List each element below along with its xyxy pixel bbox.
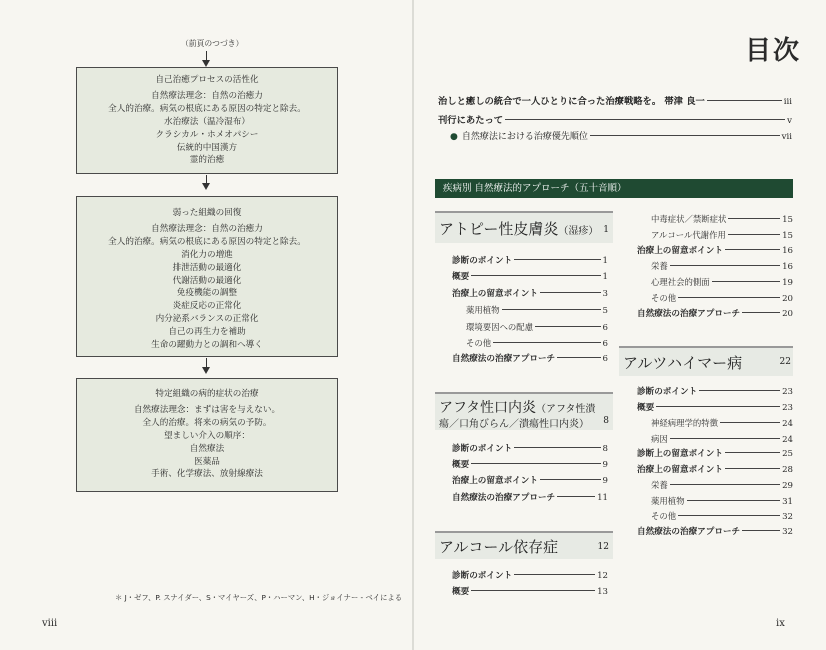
leader-line: [471, 463, 600, 464]
toc-label: アルコール代謝作用: [651, 230, 726, 240]
toc-label: 治療上の留意ポイント: [637, 465, 723, 475]
toc-entry[interactable]: [651, 417, 793, 430]
toc-label: 栄養: [651, 261, 668, 271]
leader-line: [699, 390, 780, 391]
toc-page: 15: [782, 231, 793, 241]
leader-line: [742, 312, 780, 313]
toc-entry[interactable]: [651, 479, 793, 492]
box-line: 生命の躍動力との調和へ導く: [151, 340, 263, 351]
leader-line: [505, 119, 785, 120]
toc-label: 診断のポイント: [637, 387, 698, 397]
toc-entry[interactable]: [651, 495, 793, 508]
toc-entry[interactable]: [452, 443, 608, 456]
toc-entry[interactable]: [651, 260, 793, 273]
leader-line: [493, 342, 600, 343]
toc-page: 29: [782, 481, 793, 491]
toc-intro-row[interactable]: [450, 131, 792, 144]
box-line: 望ましい介入の順序：: [164, 430, 250, 441]
toc-entry[interactable]: [651, 229, 793, 242]
section-title: アフタ性口内炎: [439, 400, 537, 416]
toc-page: 3: [602, 289, 608, 299]
toc-entry[interactable]: [452, 570, 608, 583]
section-subtitle: （アフタ性潰: [536, 404, 596, 415]
box-line: 水治療法（温冷湿布）: [164, 116, 250, 127]
toc-entry[interactable]: [466, 304, 608, 317]
toc-entry[interactable]: [637, 308, 793, 321]
flow-box-2: [76, 196, 338, 357]
flow-box-1: [76, 67, 338, 174]
section-heading-alzheimer[interactable]: [619, 346, 793, 376]
flow-arrow: [202, 60, 210, 67]
toc-title: 目次: [745, 36, 802, 66]
box-line: 全人的治療。病気の根底にある原因の特定と除去。: [108, 236, 306, 247]
leader-line: [557, 357, 600, 358]
leader-line: [514, 574, 595, 575]
box-line: 排泄活動の最適化: [172, 262, 242, 273]
toc-label: 神経病理学的特徴: [651, 418, 718, 428]
toc-label: 治療上の留意ポイント: [452, 289, 538, 299]
box-line: 免疫機能の調整: [176, 288, 238, 299]
toc-entry[interactable]: [452, 475, 608, 488]
section-page: 12: [597, 542, 609, 552]
box-line: 伝統的中国漢方: [176, 142, 238, 153]
toc-label: 自然療法における治療優先順位: [461, 132, 588, 142]
toc-page: 16: [782, 262, 793, 272]
section-heading-aphtha[interactable]: [435, 392, 613, 430]
toc-label: 薬用植物: [466, 305, 500, 315]
leader-line: [514, 447, 600, 448]
page-number-right: ix: [776, 618, 785, 629]
toc-page: 32: [782, 527, 793, 537]
leader-line: [535, 326, 601, 327]
box-line: 自然療法理念：自然の治癒力: [151, 223, 263, 234]
toc-page: 32: [782, 512, 793, 522]
toc-page: 20: [782, 309, 793, 319]
leader-line: [540, 479, 601, 480]
footnote: ＊ J・ゼフ、P. スナイダー、S・マイヤーズ、P・ハーマン、H・ジョイナー - ベイによる: [115, 593, 402, 602]
toc-page: 28: [782, 465, 793, 475]
leader-line: [502, 309, 601, 310]
toc-entry[interactable]: [637, 464, 793, 477]
toc-entry[interactable]: [637, 386, 793, 399]
toc-label: 自然療法の治療アプローチ: [637, 309, 741, 319]
box-line: 弱った組織の回復: [172, 208, 242, 218]
toc-page: iii: [783, 97, 792, 107]
toc-label: 診断のポイント: [452, 571, 513, 581]
toc-entry[interactable]: [637, 402, 793, 415]
toc-label: 概要: [637, 403, 655, 413]
toc-page: 6: [602, 323, 608, 333]
leader-line: [720, 422, 780, 423]
box-line: 内分泌系バランスの正常化: [155, 314, 259, 325]
toc-page: 12: [597, 571, 608, 581]
left-page: [0, 0, 412, 650]
leader-line: [725, 249, 780, 250]
page-number-left: viii: [42, 618, 58, 629]
toc-entry[interactable]: [637, 526, 793, 539]
toc-label: 心理社会的側面: [651, 277, 710, 287]
toc-page: v: [787, 116, 792, 126]
toc-label: 刊行にあたって: [438, 115, 504, 126]
box-line: 自己治癒プロセスの活性化: [155, 75, 259, 85]
toc-label: 自然療法の治療アプローチ: [452, 354, 556, 364]
toc-page: 1: [602, 272, 608, 282]
section-title: アルツハイマー病: [623, 354, 743, 372]
toc-label: その他: [651, 511, 677, 521]
flow-box-3: [76, 378, 338, 492]
toc-page: 23: [782, 403, 793, 413]
leader-line: [514, 259, 600, 260]
toc-label: 病因: [651, 434, 668, 444]
toc-page: 6: [602, 354, 608, 364]
toc-page: 16: [782, 246, 793, 256]
box-line: 自然療法理念：自然の治癒力: [151, 90, 263, 101]
toc-label: 治療上の留意ポイント: [452, 476, 538, 486]
box-line: 代謝活動の最適化: [172, 275, 242, 286]
toc-entry[interactable]: [452, 353, 608, 366]
flow-arrow: [202, 183, 210, 190]
box-line: 自然療法理念：まずは害を与えない。: [133, 404, 281, 415]
leader-line: [712, 281, 780, 282]
toc-intro-row[interactable]: [438, 95, 792, 108]
section-subtitle-line2: 瘍／口角びらん／潰瘍性口内炎）: [439, 419, 589, 430]
toc-page: 31: [782, 497, 793, 507]
box-line: 全人的治療。病気の根底にある原因の特定と除去。: [108, 103, 306, 114]
toc-page: 13: [597, 587, 608, 597]
toc-page: 11: [597, 493, 608, 503]
leader-line: [471, 275, 600, 276]
box-line: 自然療法: [189, 443, 225, 454]
leader-line: [742, 530, 780, 531]
toc-label: 概要: [452, 272, 470, 282]
bullet-icon: ●: [450, 132, 458, 142]
box-line: 全人的治療。将来の病気の予防。: [142, 417, 272, 428]
leader-line: [678, 297, 780, 298]
section-page: 8: [603, 416, 609, 426]
toc-label: 診断のポイント: [452, 256, 513, 266]
toc-page: 6: [602, 339, 608, 349]
toc-label: その他: [651, 293, 677, 303]
continued-note: （前頁のつづき）: [181, 39, 244, 48]
toc-page: 1: [602, 256, 608, 266]
box-line: 手術、化学療法、放射線療法: [151, 469, 263, 480]
leader-line: [656, 406, 780, 407]
toc-entry[interactable]: [637, 245, 793, 258]
toc-page: 24: [782, 419, 793, 429]
box-line: 自己の再生力を補助: [168, 327, 246, 338]
toc-page: 9: [602, 460, 608, 470]
box-line: 特定組織の病的症状の治療: [155, 389, 259, 399]
leader-line: [557, 496, 595, 497]
toc-label: 栄養: [651, 480, 668, 490]
category-banner: 疾病別 自然療法的アプローチ（五十音順）: [435, 179, 793, 198]
toc-label: 薬用植物: [651, 496, 685, 506]
leader-line: [670, 438, 780, 439]
toc-label: 治療上の留意ポイント: [637, 246, 723, 256]
toc-entry[interactable]: [651, 213, 793, 226]
toc-entry[interactable]: [452, 271, 608, 284]
box-line: クラシカル・ホメオパシー: [155, 129, 259, 140]
section-heading-alcohol[interactable]: [435, 531, 613, 559]
toc-page: 5: [602, 306, 608, 316]
box-line: 医薬品: [194, 456, 220, 467]
box-line: 炎症反応の正常化: [172, 301, 242, 312]
toc-entry[interactable]: [452, 459, 608, 472]
toc-page: 9: [602, 476, 608, 486]
toc-page: 8: [602, 444, 608, 454]
section-page: 22: [779, 357, 791, 367]
toc-label: 概要: [452, 460, 470, 470]
leader-line: [707, 100, 782, 101]
leader-line: [590, 135, 780, 136]
leader-line: [687, 500, 781, 501]
box-line: 消化力の増進: [181, 249, 233, 260]
toc-entry[interactable]: [466, 337, 608, 350]
toc-label: 中毒症状／禁断症状: [651, 214, 727, 224]
leader-line: [678, 515, 780, 516]
toc-entry[interactable]: [651, 276, 793, 289]
toc-entry[interactable]: [452, 586, 608, 599]
toc-label: 概要: [452, 587, 470, 597]
leader-line: [670, 265, 780, 266]
section-title: アルコール依存症: [439, 538, 559, 556]
toc-label: 診断のポイント: [452, 444, 513, 454]
toc-page: 23: [782, 387, 793, 397]
box-line: 霊的治癒: [189, 155, 225, 166]
leader-line: [728, 218, 780, 219]
toc-label: 環境要因への配慮: [466, 322, 533, 332]
flow-arrow: [202, 367, 210, 374]
toc-entry[interactable]: [651, 510, 793, 523]
toc-entry[interactable]: [637, 448, 793, 461]
leader-line: [725, 468, 780, 469]
toc-entry[interactable]: [651, 292, 793, 305]
leader-line: [670, 484, 780, 485]
section-heading-atopy[interactable]: [435, 211, 613, 243]
toc-page: 19: [782, 278, 793, 288]
section-subtitle: （湿疹）: [558, 226, 599, 237]
toc-entry[interactable]: [466, 321, 608, 334]
toc-entry[interactable]: [452, 288, 608, 301]
toc-label: 自然療法の治療アプローチ: [637, 527, 741, 537]
toc-page: 15: [782, 215, 793, 225]
leader-line: [471, 590, 595, 591]
toc-intro-row[interactable]: [438, 114, 792, 127]
toc-label: 治しと癒しの統合で一人ひとりに合った治療戦略を。 帯津 良一: [438, 96, 705, 107]
toc-entry[interactable]: [452, 255, 608, 268]
section-page: 1: [603, 225, 609, 235]
toc-page: 24: [782, 435, 793, 445]
toc-page: vii: [781, 132, 792, 142]
section-title: アトピー性皮膚炎: [439, 220, 559, 238]
toc-page: 25: [782, 449, 793, 459]
leader-line: [725, 452, 780, 453]
toc-label: 自然療法の治療アプローチ: [452, 493, 556, 503]
toc-label: その他: [466, 338, 492, 348]
toc-label: 診断上の留意ポイント: [637, 449, 723, 459]
toc-entry[interactable]: [651, 433, 793, 446]
toc-entry[interactable]: [452, 492, 608, 505]
leader-line: [728, 234, 780, 235]
toc-page: 20: [782, 294, 793, 304]
leader-line: [540, 292, 601, 293]
